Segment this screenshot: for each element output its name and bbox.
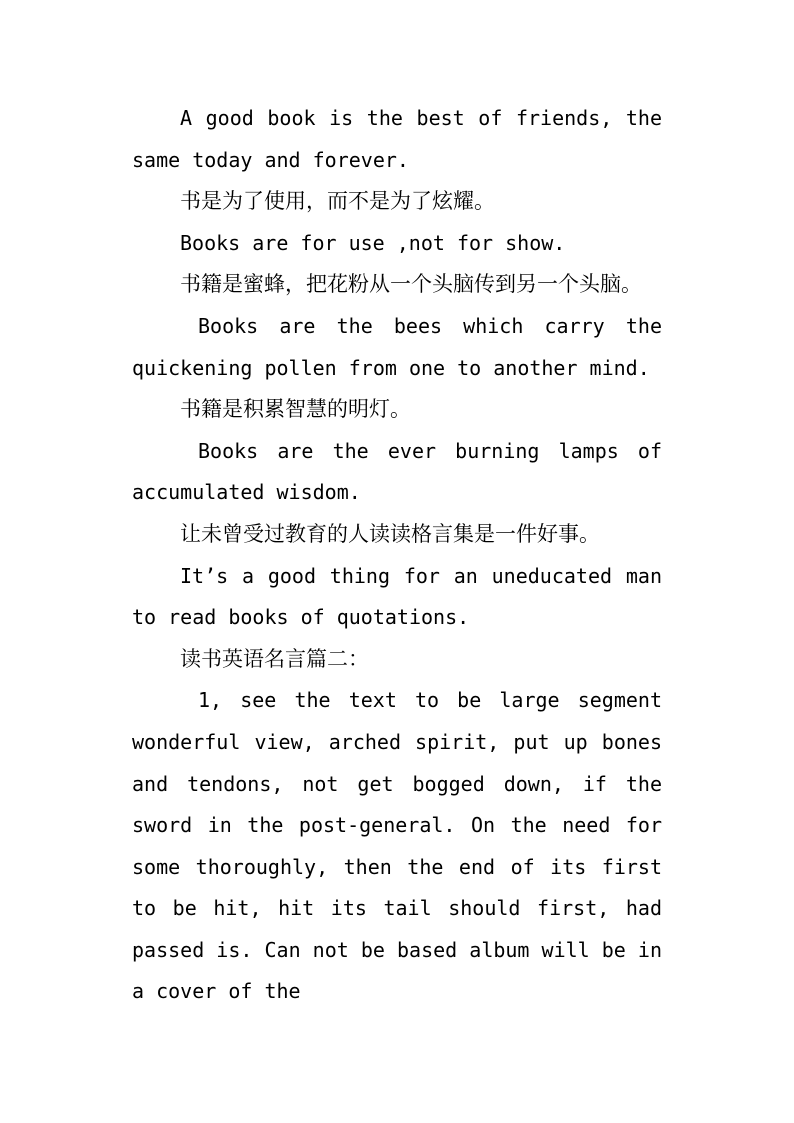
section-heading: 读书英语名言篇二：	[180, 646, 369, 671]
paragraph-en-2: Books are for use ,not for show.	[180, 230, 566, 255]
paragraph-en-3: Books are the bees which carry the quickening pollen from one to another mind.	[132, 313, 662, 380]
paragraph-zh-2: 书籍是蜜蜂，把花粉从一个头脑传到另一个头脑。	[180, 272, 642, 297]
body-text	[132, 98, 662, 1013]
paragraph-en-1: A good book is the best of friends, the same today and forever.	[132, 106, 662, 172]
paragraph-zh-3: 书籍是积累智慧的明灯。	[180, 397, 411, 422]
paragraph-en-6: 1, see the text to be large segment wonderful view, arched spirit, put up bones and tendons, not get bogged down, if the sword in the post-general. On the need for some thoroughly, then the end of its first to be hit, hit its tail should first, had passed is. Can not be based album will be in a cover of the	[132, 688, 662, 1004]
paragraph-zh-1: 书是为了使用，而不是为了炫耀。	[180, 189, 495, 214]
paragraph-en-4: Books are the ever burning lamps of accumulated wisdom.	[132, 438, 662, 505]
paragraph-zh-4: 让未曾受过教育的人读读格言集是一件好事。	[180, 521, 600, 546]
paragraph-en-5: It’s a good thing for an uneducated man to read books of quotations.	[132, 563, 662, 630]
